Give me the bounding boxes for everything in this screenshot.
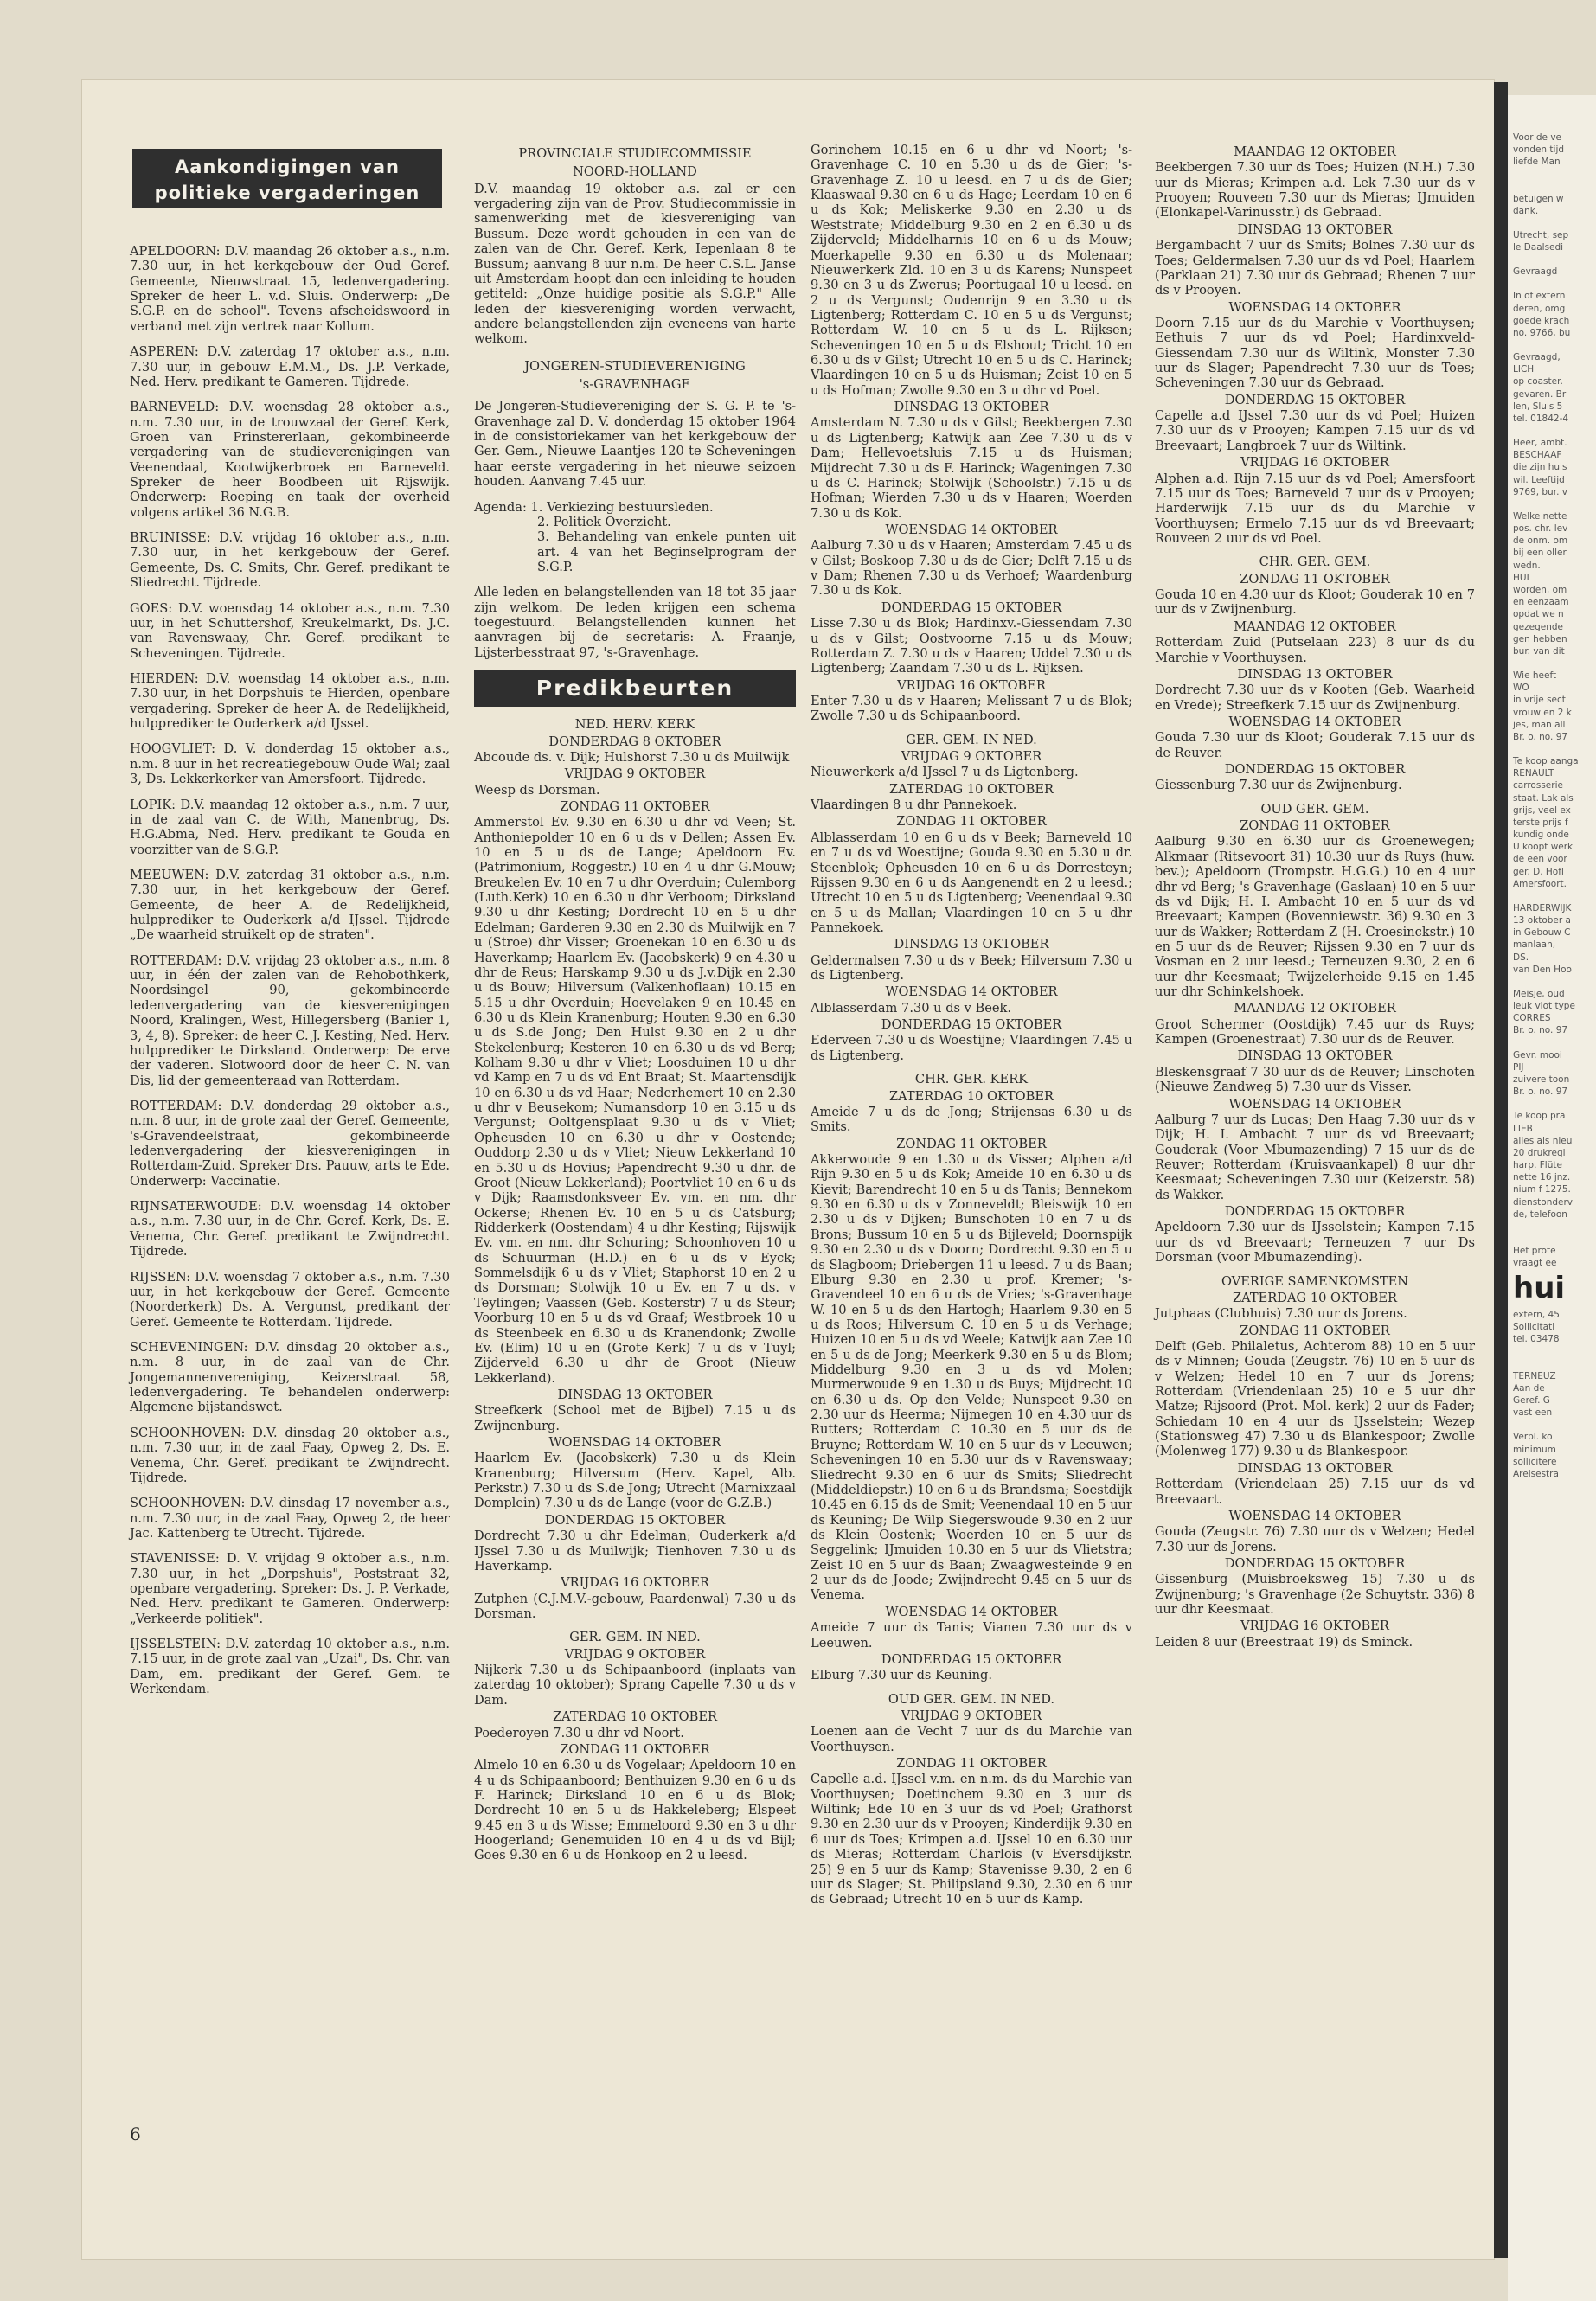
strip-line: 9769, bur. v — [1513, 486, 1567, 497]
strip-line: tel. 01842-4 — [1513, 413, 1569, 424]
service-listing: Capelle a.d. IJssel v.m. en n.m. ds du Marchie van Voorthuysen; Doetinchem 9.30 en 3 uur ds Wiltink; Ede 10 en 3 uur ds vd Poel; Grafhorst 9.30 en 2.30 uur ds v Prooyen; Kinderdijk 9.30 en 6 uur ds Toes; Krimpen a.d. IJssel 10 en 6.30 uur ds Mieras; Rotterdam Charlois (v Eversdijkstr. 25) 9 en 5 uur ds Kamp; Stavenisse 9.30, 2 en 6 uur ds Slager; St. Philipsland 9.30, 2.30 en 6 uur ds Gebraad; Utrecht 10 en 5 uur ds Kamp. — [811, 1772, 1132, 1907]
strip-line: Heer, ambt. — [1513, 438, 1567, 449]
day-heading: DONDERDAG 15 OKTOBER — [1224, 1204, 1406, 1220]
strip-line: gezegende — [1513, 621, 1564, 632]
day-heading: DONDERDAG 15 OKTOBER — [544, 1512, 726, 1528]
service-listing: Bergambacht 7 uur ds Smits; Bolnes 7.30 uur ds Toes; Geldermalsen 7.30 uur ds vd Poel; Haarlem (Parklaan 21) 7.30 uur ds Gebraad; Rhenen 7 uur ds v Prooyen. — [1155, 238, 1475, 298]
politiek-item: RIJNSATERWOUDE: D.V. woensdag 14 oktober a.s., n.m. 7.30 uur, in de Chr. Geref. Kerk, Ds. E. Venema, Chr. Geref. predikant te Zwijndrecht. Tijdrede. — [130, 1199, 450, 1259]
day-heading: WOENSDAG 14 OKTOBER — [1228, 299, 1401, 315]
service-listing: Streefkerk (School met de Bijbel) 7.15 u ds Zwijnenburg. — [474, 1403, 796, 1433]
politiek-item: ASPEREN: D.V. zaterdag 17 oktober a.s., n.m. 7.30 uur, in gebouw E.M.M., Ds. J.P. Verkade, Ned. Herv. predikant te Gameren. Tijdrede. — [130, 344, 450, 389]
strip-gap — [1513, 1221, 1596, 1233]
service-listing: Gissenburg (Muisbroeksweg 15) 7.30 u ds Zwijnenburg; 's Gravenhage (2e Schuytstr. 336) 8 uur dhr Keesmaat. — [1155, 1572, 1475, 1618]
strip-gap — [1513, 253, 1596, 266]
strip-line: pos. chr. lev — [1513, 523, 1568, 535]
strip-line: manlaan, — [1513, 939, 1556, 951]
strip-line: LICH — [1513, 364, 1535, 375]
strip-line: Te koop pra — [1513, 1111, 1566, 1122]
day-heading: DONDERDAG 15 OKTOBER — [1224, 392, 1406, 407]
strip-line: 13 oktober a — [1513, 915, 1571, 926]
strip-line: nette 16 jnz. — [1513, 1172, 1571, 1183]
strip-line: Te koop aanga — [1513, 756, 1579, 767]
service-listing: Rotterdam (Vriendelaan 25) 7.15 uur ds vd Breevaart. — [1155, 1477, 1475, 1507]
strip-line: deren, omg — [1513, 303, 1566, 314]
day-heading: DINSDAG 13 OKTOBER — [1237, 221, 1393, 237]
strip-line: 20 drukregi — [1513, 1147, 1566, 1158]
day-heading: WOENSDAG 14 OKTOBER — [1228, 1096, 1401, 1112]
service-listing: Enter 7.30 u ds v Haaren; Melissant 7 u ds Blok; Zwolle 7.30 u ds Schipaanboord. — [811, 693, 1132, 724]
day-heading: VRIJDAG 9 OKTOBER — [901, 1708, 1042, 1723]
strip-line: opdat we n — [1513, 609, 1564, 620]
strip-gap — [1513, 976, 1596, 988]
adjacent-page-strip — [1508, 95, 1596, 2301]
strip-gap — [1513, 1233, 1596, 1245]
service-listing: Jutphaas (Clubhuis) 7.30 uur ds Jorens. — [1155, 1306, 1407, 1322]
strip-line: de, telefoon — [1513, 1208, 1567, 1220]
day-heading: VRIJDAG 16 OKTOBER — [1240, 1618, 1389, 1634]
strip-line: die zijn huis — [1513, 462, 1567, 473]
day-heading: ZATERDAG 10 OKTOBER — [1233, 1290, 1397, 1305]
service-listing: Alblasserdam 10 en 6 u ds v Beek; Barneveld 10 en 7 u ds vd Woestijne; Gouda 9.30 en 5.30 u dr. Steenblok; Opheusden 10 en 6 u ds Dorresteyn; Rijssen 9.30 en 6 u ds Aangenendt en 2 u leesd.; Utrecht 10 en 5 u ds Ligtenberg; Veenendaal 9.30 en 5 u ds Mallan; Vlaardingen 10 en 5 u dhr Pannekoek. — [811, 830, 1132, 935]
service-listing: Leiden 8 uur (Breestraat 19) ds Sminck. — [1155, 1634, 1413, 1650]
service-listing: Dordrecht 7.30 u dhr Edelman; Ouderkerk a/d IJssel 7.30 u ds Muilwijk; Tienhoven 7.30 u ds Haverkamp. — [474, 1529, 796, 1574]
politiek-list — [130, 244, 450, 1697]
strip-gap — [1513, 890, 1596, 902]
day-heading: ZONDAG 11 OKTOBER — [560, 1741, 710, 1757]
day-heading: ZONDAG 11 OKTOBER — [1240, 571, 1390, 586]
service-listing: Dordrecht 7.30 uur ds v Kooten (Geb. Waarheid en Vrede); Streefkerk 7.15 uur ds Zwijnenburg. — [1155, 683, 1475, 713]
service-listing: Nijkerk 7.30 u ds Schipaanboord (inplaats van zaterdag 10 oktober); Sprang Capelle 7.30 u ds v Dam. — [474, 1663, 796, 1708]
strip-line: hui — [1513, 1271, 1566, 1306]
strip-line: LIEB — [1513, 1123, 1533, 1134]
politiek-item: RIJSSEN: D.V. woensdag 7 oktober a.s., n.m. 7.30 uur, in het kerkgebouw der Geref. Gemeente (Noorderkerk) Ds. A. Vergunst, predikant der Geref. Gemeente te Rotterdam. Tijdrede. — [130, 1269, 450, 1330]
studie-text: D.V. maandag 19 oktober a.s. zal er een vergadering zijn van de Prov. Studiecommissie in samenwerking met de kiesvereniging van Bussum. Deze wordt gehouden in een van de zalen van de Chr. Geref. Kerk, Iepenlaan 8 te Bussum; aanvang 8 uur n.m. De heer C.S.L. Janse uit Amsterdam hoopt dan een inleiding te houden getiteld: „Onze huidige positie als S.G.P." Alle leden der kiesvereniging worden verwacht, andere belangstellenden zijn eveneens van harte welkom. — [474, 181, 796, 347]
service-listing: Ameide 7 uur ds Tanis; Vianen 7.30 uur ds v Leeuwen. — [811, 1620, 1132, 1650]
service-listing: Aalburg 7 uur ds Lucas; Den Haag 7.30 uur ds v Dijk; H. I. Ambacht 7 uur ds vd Breevaart; Gouderak (Voor Mbumazending) 7 15 uur ds de Reuver; Rotterdam (Kruisvaankapel) 8 uur dhr Keesmaat; Scheveningen 7.30 uur (Keizerstr. 58) ds Wakker. — [1155, 1112, 1475, 1202]
service-listing: Gouda 7.30 uur ds Kloot; Gouderak 7.15 uur ds de Reuver. — [1155, 730, 1475, 760]
day-heading: MAANDAG 12 OKTOBER — [1234, 144, 1396, 159]
strip-line: van Den Hoo — [1513, 964, 1572, 975]
predikbeurten-list-col4 — [1155, 143, 1475, 1651]
strip-line: betuigen w — [1513, 193, 1564, 204]
service-listing: Lisse 7.30 u ds Blok; Hardinxv.-Giessendam 7.30 u ds v Gilst; Oostvoorne 7.15 u ds Mouw; Rotterdam Z. 7.30 u ds v Haaren; Uddel 7.30 u ds Ligtenberg; Zaandam 7.30 u ds L. Rijksen. — [811, 616, 1132, 676]
day-heading: DINSDAG 13 OKTOBER — [894, 400, 1049, 415]
strip-gap — [1513, 1098, 1596, 1110]
strip-line: Amersfoort. — [1513, 878, 1567, 889]
banner-line-1: Aankondigingen van — [175, 157, 400, 177]
strip-line: vrouw en 2 k — [1513, 707, 1572, 718]
day-heading: ZONDAG 11 OKTOBER — [896, 1756, 1047, 1772]
service-listing: Aalburg 7.30 u ds v Haaren; Amsterdam 7.45 u ds v Gilst; Boskoop 7.30 u ds de Gier; Delft 7.15 u ds v Dam; Rhenen 7.30 u ds Verhoef; Waardenburg 7.30 u ds Kok. — [811, 538, 1132, 599]
day-heading: ZONDAG 11 OKTOBER — [560, 798, 710, 814]
strip-gap — [1513, 1358, 1596, 1370]
service-listing: Capelle a.d IJssel 7.30 uur ds vd Poel; Huizen 7.30 uur ds v Prooyen; Kampen 7.15 uur ds vd Breevaart; Langbroek 7 uur ds Wiltink. — [1155, 408, 1475, 453]
service-listing: Delft (Geb. Philaletus, Achterom 88) 10 en 5 uur ds v Minnen; Gouda (Zeugstr. 76) 10 en 5 uur ds v Welzen; Hedel 10 en 7 uur ds Jorens; Rotterdam (Vriendenlaan 25) 10 e 5 uur dhr Matze; Rijsoord (Prot. Mol. kerk) 2 uur ds Fader; Schiedam 10 en 4 uur ds IJsselstein; Wezep (Stationsweg 47) 7.30 u ds Blankespoor; Zwolle (Molenweg 177) 9.30 u ds Blankespoor. — [1155, 1338, 1475, 1459]
strip-line: zuivere toon — [1513, 1074, 1570, 1085]
day-heading: MAANDAG 12 OKTOBER — [1234, 1001, 1396, 1016]
day-heading: WOENSDAG 14 OKTOBER — [885, 1604, 1058, 1619]
day-heading: VRIJDAG 9 OKTOBER — [564, 1646, 706, 1662]
strip-line: RENAULT — [1513, 768, 1554, 779]
agenda-item-2: 2. Politiek Overzicht. — [537, 514, 671, 529]
strip-line: TERNEUZ — [1513, 1370, 1556, 1381]
service-listing: Ameide 7 u ds de Jong; Strijensas 6.30 u ds Smits. — [811, 1104, 1132, 1135]
jongeren-closing: Alle leden en belangstellenden van 18 tot 35 jaar zijn welkom. De leden krijgen een schema toegestuurd. Belangstellenden kunnen het aanvragen bij de secretaris: A. Fraanje, Lijsterbesstraat 97, 's-Gravenhage. — [474, 585, 796, 660]
service-listing: Loenen aan de Vecht 7 uur ds du Marchie van Voorthuysen. — [811, 1724, 1132, 1754]
church-heading: OUD GER. GEM. — [1260, 801, 1369, 817]
day-heading: ZATERDAG 10 OKTOBER — [889, 781, 1054, 797]
strip-gap — [1513, 217, 1596, 229]
strip-line: Utrecht, sep — [1513, 229, 1569, 240]
strip-line: gen hebben — [1513, 633, 1567, 644]
jongeren-heading-1: JONGEREN-STUDIEVERENIGING — [524, 358, 746, 374]
politiek-item: SCHOONHOVEN: D.V. dinsdag 20 oktober a.s., n.m. 7.30 uur, in de zaal Faay, Opweg 2, Ds. E. Venema, Chr. Geref. predikant te Zwijndrecht. Tijdrede. — [130, 1425, 450, 1485]
strip-line: Sollicitati — [1513, 1322, 1555, 1333]
day-heading: VRIJDAG 16 OKTOBER — [561, 1575, 709, 1591]
strip-line: bur. van dit — [1513, 645, 1565, 657]
service-listing: Ammerstol Ev. 9.30 en 6.30 u dhr vd Veen; St. Anthoniepolder 10 en 6 u ds v Dellen; Assen Ev. 10 en 5 u ds de Lange; Apeldoorn Ev. (Patrimonium, Roggestr.) 10 en 4 u dhr G.Mouw; Breukelen Ev. 10 en 7 u dhr Overduin; Culemborg (Luth.Kerk) 10 en 6.30 u dhr Verboom; Dirksland 9.30 u dhr Kesting; Dordrecht 10 en 5 u dhr Edelman; Garderen 9.30 en 2.30 ds Muilwijk en 7 u (Stroe) dhr Visser; Groenekan 10 en 6.30 u ds Haverkamp; Haarlem Ev. (Jacobskerk) 9 en 4.30 u dhr de Reus; Harskamp 9.30 u ds J.v.Dijk en 2.30 u ds Bouw; Hilversum (Valkenhoflaan) 10.15 en 5.15 u dhr Overduin; Hoevelaken 9 en 10.45 en 6.30 u ds Klein Kranenburg; Houten 9.30 en 6.30 u ds S.de Jong; Den Hulst 9.30 en 2 u dhr Stekelenburg; Kesteren 10 en 6.30 u ds vd Berg; Kolham 9.30 u dhr v Vliet; Loosduinen 10 u dhr vd Kamp en 7 u ds vd Ent Braat; St. Maartensdijk 10 en 6.30 u ds vd Haar; Nederhemert 10 en 2.30 u dhr v Beusekom; Numansdorp 10 en 3.15 u ds Vergunst; Ooltgensplaat 9.30 u ds v Vliet; Opheusden 10 en 6.30 u dhr v Oostende; Ouddorp 2.30 u ds v Vliet; Nieuw Lekkerland 10 en 5.30 u ds Hovius; Papendrecht 9.30 u dhr. de Groot (Nieuw Lekkerland); Poortvliet 10 en 6 u ds v Dijk; Raamsdonksveer Ev. vm. en nm. dhr Ockerse; Rhenen Ev. 10 en 5 u ds Catsburg; Ridderkerk (Oostendam) 4 u dhr Kesting; Rijswijk Ev. vm. en nm. dhr Schuring; Schoonhoven 10 u ds Schuurman (H.D.) en 6 u ds v Eyck; Sommelsdijk 6 u ds v Vliet; Staphorst 10 en 2 u ds Dorsman; Stolwijk 10 u Ev. en 7 u ds. v Teylingen; Vaassen (Geb. Kosterstr) 7 u ds Steur; Voorburg 10 en 5 u ds vd Graaf; Westbroek 10 u ds Steenbeek en 6.30 u ds Kranendonk; Zwolle Ev. (Elim) 10 u en (Grote Kerk) 7 u ds v Tuyl; Zijderveld 6.30 u dhr de Groot (Nieuw Lekkerland). — [474, 815, 796, 1386]
strip-line: Meisje, oud — [1513, 988, 1565, 999]
strip-line: wil. Leeftijd — [1513, 474, 1565, 485]
strip-line: de een voor — [1513, 854, 1567, 865]
strip-gap — [1513, 1037, 1596, 1049]
strip-line: Gevr. mooi — [1513, 1049, 1562, 1061]
service-listing: Beekbergen 7.30 uur ds Toes; Huizen (N.H.) 7.30 uur ds Mieras; Krimpen a.d. Lek 7.30 uur ds v Prooyen; Rouveen 7.30 uur ds Mieras; IJmuiden (Elonkapel-Varinusstr.) ds Gebraad. — [1155, 160, 1475, 221]
service-listing: Gouda 10 en 4.30 uur ds Kloot; Gouderak 10 en 7 uur ds v Zwijnenburg. — [1155, 587, 1475, 618]
strip-line: in vrije sect — [1513, 695, 1566, 706]
agenda-label: Agenda: 1. Verkiezing bestuursleden. — [474, 499, 714, 515]
day-heading: DONDERDAG 8 OKTOBER — [548, 734, 721, 749]
service-listing: Haarlem Ev. (Jacobskerk) 7.30 u ds Klein Kranenburg; Hilversum (Herv. Kapel, Alb. Perkstr.) 7.30 u ds S.de Jong; Utrecht (Marnixzaal Domplein) 7.30 u ds de Lange (voor de G.Z.B.) — [474, 1451, 796, 1511]
day-heading: DINSDAG 13 OKTOBER — [1237, 1460, 1393, 1476]
strip-line: WO — [1513, 683, 1529, 694]
politiek-item: SCHOONHOVEN: D.V. dinsdag 17 november a.s., n.m. 7.30 uur, in de zaal Faay, Opweg 2, de heer Jac. Kattenberg te Utrecht. Tijdrede. — [130, 1496, 450, 1541]
politiek-item: MEEUWEN: D.V. zaterdag 31 oktober a.s., n.m. 7.30 uur, in het kerkgebouw der Geref. Gemeente, de heer A. de Redelijkheid, hulpprediker te Ouderkerk a/d IJssel. Tijdrede „De waarheid struikelt op de straten". — [130, 867, 450, 943]
service-listing: Ederveen 7.30 u ds Woestijne; Vlaardingen 7.45 u ds Ligtenberg. — [811, 1033, 1132, 1063]
strip-line: extern, 45 — [1513, 1310, 1560, 1321]
politiek-item: BRUINISSE: D.V. vrijdag 16 oktober a.s., n.m. 7.30 uur, in het kerkgebouw der Geref. Gemeente, Ds. C. Smits, Chr. Geref. predikant te Sliedrecht. Tijdrede. — [130, 530, 450, 591]
service-listing: Akkerwoude 9 en 1.30 u ds Visser; Alphen a/d Rijn 9.30 en 5 u ds Kok; Ameide 10 en 6.30 u ds Kievit; Barendrecht 10 en 5 u ds Tanis; Bennekom 9.30 en 6.30 u ds v Zonneveldt; Bleiswijk 10 en 2.30 u ds v Dijken; Bunschoten 10 en 7 u ds Brons; Bussum 10 en 5 u ds Bijleveld; Doornspijk 9.30 en 2.30 u ds v Doorn; Dordrecht 9.30 en 5 u ds Slagboom; Driebergen 11 u leesd. 7 u ds Baan; Elburg 9.30 en 2.30 u prof. Kremer; 's-Gravendeel 10 en 6 u ds de Vries; 's-Gravenhage W. 10 en 5 u ds den Hartogh; Haarlem 9.30 en 5 u ds Roos; Hilversum C. 10 en 5 u ds Verhage; Huizen 10 en 5 u ds vd Weele; Katwijk aan Zee 10 en 5 u ds de Jong; Meerkerk 9.30 en 5 u ds Blom; Middelburg 9.30 en 3 u ds vd Molen; Murmerwoude 9 en 1.30 u ds Buys; Mijdrecht 10 en 6.30 u ds. Op den Velde; Nunspeet 9.30 en 2.30 uur ds Heerma; Nijmegen 10 en 4.30 uur ds Rutters; Rotterdam C 10.30 en 5 uur ds de Bruyne; Rotterdam W. 10 en 5 uur ds v Leeuwen; Scheveningen 10 en 5.30 uur ds v Ravenswaay; Sliedrecht 9.30 en 6 uur ds Smits; Sliedrecht (Middeldiepstr.) 10 en 6 u ds Brandsma; Soestdijk 10.45 en 6.15 ds de Smit; Veenendaal 10 en 5 uur ds Keuning; De Wilp Siegerswoude 9.30 en 2 uur ds Klein Oostenk; Woerden 10 en 5 uur ds Seggelink; IJmuiden 10.30 en 5 uur ds Vlietstra; Zeist 10 en 5 uur ds Baan; Zwaagwesteinde 9 en 2 uur ds de Joode; Zwijndrecht 9.45 en 5 uur ds Venema. — [811, 1152, 1132, 1603]
strip-line: Aan de — [1513, 1382, 1545, 1394]
service-listing: Rotterdam Zuid (Putselaan 223) 8 uur ds du Marchie v Voorthuysen. — [1155, 635, 1475, 665]
service-listing: Vlaardingen 8 u dhr Pannekoek. — [811, 798, 1017, 813]
strip-line: PIJ — [1513, 1061, 1524, 1073]
strip-line: sollicitere — [1513, 1456, 1557, 1467]
strip-gap — [1513, 278, 1596, 290]
strip-line: HUI — [1513, 572, 1529, 583]
strip-line: no. 9766, bu — [1513, 327, 1571, 338]
agenda-item-3: 3. Behandeling van enkele punten uit art. 4 van het Beginselprogram der S.G.P. — [537, 529, 796, 574]
strip-line: carrosserie — [1513, 780, 1563, 792]
church-heading: CHR. GER. GEM. — [1259, 554, 1371, 570]
strip-line: en eenzaam — [1513, 597, 1569, 608]
strip-line: minimum — [1513, 1444, 1556, 1455]
politiek-item: STAVENISSE: D. V. vrijdag 9 oktober a.s., n.m. 7.30 uur, in het „Dorpshuis", Poststraat 32, openbare vergadering. Spreker: Ds. J. P. Verkade, Ned. Herv. predikant te Gameren. Onderwerp: „Verkeerde politiek". — [130, 1551, 450, 1626]
church-heading: GER. GEM. IN NED. — [906, 732, 1037, 747]
strip-line: harp. Flüte — [1513, 1160, 1562, 1171]
service-listing: Groot Schermer (Oostdijk) 7.45 uur ds Ruys; Kampen (Groenestraat) 7.30 uur ds de Reuver. — [1155, 1016, 1475, 1048]
service-listing: Amsterdam N. 7.30 u ds v Gilst; Beekbergen 7.30 u ds Ligtenberg; Katwijk aan Zee 7.30 u ds v Dam; Hellevoetsluis 7.15 u ds Huisman; Mijdrecht 7.30 u ds F. Harinck; Wageningen 7.30 u ds C. Harinck; Stolwijk (Schoolstr.) 7.15 u ds Hofman; Wierden 7.30 u ds v Haaren; Woerden 7.30 u ds Kok. — [811, 415, 1132, 521]
service-listing: Aalburg 9.30 en 6.30 uur ds Groenewegen; Alkmaar (Ritsevoort 31) 10.30 uur ds Ruys (huw. bev.); Apeldoorn (Trompstr. H.G.G.) 10 en 4 uur dhr vd Berg; 's Gravenhage (Gaslaan) 10 en 5 uur ds vd Dijk; H. I. Ambacht 10 en 5 uur ds vd Breevaart; Kampen (Bovenniewstr. 36) 9.30 en 3 uur ds Wakker; Rotterdam Z (H. Croesinckstr.) 10 en 5 uur ds de Reuver; Rijssen 9.30 en 7 uur ds Vosman en 2 uur leesd.; Terneuzen 9.30, 2 en 6 uur dhr Keesmaat; Twijzelerheide 9.15 en 1.45 uur dhr Schinkelshoek. — [1155, 834, 1475, 1000]
day-heading: ZONDAG 11 OKTOBER — [896, 1136, 1047, 1151]
day-heading: WOENSDAG 14 OKTOBER — [1228, 1508, 1401, 1523]
strip-gap — [1513, 181, 1596, 193]
politiek-item: BARNEVELD: D.V. woensdag 28 oktober a.s., n.m. 7.30 uur, in de trouwzaal der Geref. Kerk, Groen van Prinstererlaan, gekombineerde vergadering van de studieverenigingen van Veenendaal, Kootwijkerbroek en Barneveld. Spreker de heer Boodbeen uit Rijswijk. Onderwerp: Roeping en taak der overheid volgens artikel 36 N.G.B. — [130, 400, 450, 520]
strip-gap — [1513, 425, 1596, 437]
strip-line: bij een oller — [1513, 548, 1567, 559]
strip-line: dienstonderv — [1513, 1196, 1574, 1208]
service-listing: Apeldoorn 7.30 uur ds IJsselstein; Kampen 7.15 uur ds vd Breevaart; Terneuzen 7 uur Ds Dorsman (voor Mbumazending). — [1155, 1220, 1475, 1266]
strip-gap — [1513, 1419, 1596, 1431]
strip-line: Geref. G — [1513, 1394, 1550, 1406]
service-listing: Alblasserdam 7.30 u ds v Beek. — [811, 1000, 1012, 1016]
church-heading: NED. HERV. KERK — [574, 717, 695, 733]
strip-gap — [1513, 1346, 1596, 1358]
strip-line: Wie heeft — [1513, 670, 1557, 682]
day-heading: DONDERDAG 15 OKTOBER — [881, 1017, 1062, 1033]
service-listing: Weesp ds Dorsman. — [474, 782, 600, 798]
politiek-item: IJSSELSTEIN: D.V. zaterdag 10 oktober a.s., n.m. 7.15 uur, in de grote zaal van „Uzai", Ds. Chr. van Dam, em. predikant der Geref. Gem. te Werkendam. — [130, 1637, 450, 1697]
strip-line: Welke nette — [1513, 510, 1567, 522]
strip-line: Voor de ve — [1513, 132, 1562, 143]
day-heading: DONDERDAG 15 OKTOBER — [881, 599, 1062, 615]
strip-gap — [1513, 743, 1596, 755]
column-2 — [474, 143, 796, 1865]
service-listing: Elburg 7.30 uur ds Keuning. — [811, 1668, 993, 1683]
day-heading: DINSDAG 13 OKTOBER — [557, 1387, 713, 1402]
strip-line: staat. Lak als — [1513, 792, 1574, 804]
strip-line: tel. 03478 — [1513, 1334, 1560, 1345]
service-listing: Zutphen (C.J.M.V.-gebouw, Paardenwal) 7.30 u ds Dorsman. — [474, 1591, 796, 1621]
politiek-item: GOES: D.V. woensdag 14 oktober a.s., n.m. 7.30 uur, in het Schuttershof, Kreukelmarkt, Ds. J.C. van Ravenswaay, Chr. Geref. predikant te Scheveningen. Tijdrede. — [130, 600, 450, 661]
strip-gap — [1513, 657, 1596, 670]
strip-line: vonden tijd — [1513, 144, 1565, 156]
strip-line: alles als nieu — [1513, 1135, 1573, 1146]
page-number: 6 — [130, 2124, 141, 2144]
strip-line: goede krach — [1513, 315, 1570, 326]
service-listing: Geldermalsen 7.30 u ds v Beek; Hilversum 7.30 u ds Ligtenberg. — [811, 952, 1132, 984]
day-heading: VRIJDAG 9 OKTOBER — [901, 749, 1042, 765]
day-heading: DONDERDAG 15 OKTOBER — [1224, 762, 1406, 778]
strip-line: liefde Man — [1513, 157, 1561, 168]
day-heading: ZONDAG 11 OKTOBER — [1240, 818, 1390, 834]
strip-gap — [1513, 95, 1596, 107]
politiek-item: APELDOORN: D.V. maandag 26 oktober a.s., n.m. 7.30 uur, in het kerkgebouw der Oud Geref. Gemeente, Nieuwstraat 15, ledenvergadering. Spreker de heer L. v.d. Sluis. Onderwerp: „De S.G.P. en de school". Tevens afscheidswoord in verband met zijn vertrek naar Kollum. — [130, 244, 450, 334]
day-heading: WOENSDAG 14 OKTOBER — [548, 1435, 721, 1451]
strip-line: kundig onde — [1513, 830, 1569, 841]
service-listing: Giessenburg 7.30 uur ds Zwijnenburg. — [1155, 778, 1402, 793]
day-heading: WOENSDAG 14 OKTOBER — [885, 522, 1058, 537]
strip-line: vast een — [1513, 1407, 1553, 1419]
strip-line: Het prote — [1513, 1245, 1556, 1256]
service-listing: Gouda (Zeugstr. 76) 7.30 uur ds v Welzen; Hedel 7.30 uur ds Jorens. — [1155, 1524, 1475, 1554]
service-listing: Doorn 7.15 uur ds du Marchie v Voorthuysen; Eethuis 7 uur ds vd Poel; Hardinxveld-Giessendam 7.30 uur ds Wiltink, Monster 7.30 uur ds Slager; Papendrecht 7.30 uur ds Toes; Scheveningen 7.30 uur ds Gebraad. — [1155, 315, 1475, 391]
banner-line-2: politieke vergaderingen — [154, 183, 420, 203]
church-heading: GER. GEM. IN NED. — [569, 1630, 701, 1645]
day-heading: VRIJDAG 9 OKTOBER — [564, 766, 706, 782]
day-heading: MAANDAG 12 OKTOBER — [1234, 619, 1396, 634]
strip-line: Gevraagd, — [1513, 352, 1561, 363]
politiek-item: ROTTERDAM: D.V. donderdag 29 oktober a.s., n.m. 8 uur, in de grote zaal der Geref. Gemeente, 's-Gravendeelstraat, gekombineerde ledenvergadering der kiesverenigingen in Rotterdam-Zuid. Spreker Drs. Pauuw, arts te Ede. Onderwerp: Vaccinatie. — [130, 1098, 450, 1189]
strip-line: HARDERWIJK — [1513, 902, 1572, 913]
day-heading: WOENSDAG 14 OKTOBER — [885, 984, 1058, 1000]
predikbeurten-list-col3 — [811, 143, 1132, 1909]
day-heading: DONDERDAG 15 OKTOBER — [881, 1651, 1062, 1667]
strip-line: op coaster. — [1513, 376, 1563, 388]
strip-line: In of extern — [1513, 291, 1566, 302]
day-heading: DINSDAG 13 OKTOBER — [894, 937, 1049, 952]
strip-line: CORRES — [1513, 1013, 1551, 1024]
strip-line: Br. o. no. 97 — [1513, 731, 1568, 742]
binding-edge — [1494, 82, 1508, 2258]
politiek-item: ROTTERDAM: D.V. vrijdag 23 oktober a.s., n.m. 8 uur, in één der zalen van de Rehobothkerk, Noordsingel 90, gekombineerde ledenvergadering van de kiesverenigingen Noord, Kralingen, West, Hillegersberg (Banier 1, 3, 4, 8). Spreker: de heer C. J. Kesting, Ned. Herv. hulpprediker te Dirksland. Onderwerp: De erve der vaderen. Slotwoord door de heer C. N. van Dis, lid der gemeenteraad van Rotterdam. — [130, 952, 450, 1088]
service-listing: Almelo 10 en 6.30 u ds Vogelaar; Apeldoorn 10 en 4 u ds Schipaanboord; Benthuizen 9.30 en 6 u ds F. Harinck; Dirksland 10 en 6 u ds Blok; Dordrecht 10 en 5 u ds Hakkeleberg; Elspeet 9.45 en 3 u ds Wisse; Emmeloord 9.30 en 3 u dhr Hoogerland; Genemuiden 10 en 4 u ds vd Bijl; Goes 9.30 en 6 u ds Honkoop en 2 u leesd. — [474, 1758, 796, 1863]
politiek-item: SCHEVENINGEN: D.V. dinsdag 20 oktober a.s., n.m. 8 uur, in de zaal van de Chr. Jongemannenvereniging, Keizerstraat 58, ledenvergadering. Te behandelen onderwerp: Algemene bijstandswet. — [130, 1340, 450, 1415]
service-listing: Gorinchem 10.15 en 6 u dhr vd Noort; 's-Gravenhage C. 10 en 5.30 u ds de Gier; 's-Gravenhage Z. 10 u leesd. en 7 u ds de Gier; Klaaswaal 9.30 en 6 u ds Hage; Leerdam 10 en 6 u ds Kok; Meliskerke 9.30 en 2.30 u ds Weststrate; Middelburg 9.30 en 2 en 6.30 u ds Zijderveld; Middelharnis 10 en 6 u ds Mouw; Moerkapelle 9.30 en 6.30 u ds Molenaar; Nieuwerkerk Zld. 10 en 3 u ds Karens; Nunspeet 9.30 en 3 u ds Zwerus; Poortugaal 10 u leesd. en 2 u ds Vergunst; Oudenrijn 9 en 3.30 u ds Ligtenberg; Rotterdam C. 10 en 5 u ds Vergunst; Rotterdam W. 10 en 5 u ds L. Rijksen; Scheveningen 10 en 5 u ds Elshout; Tricht 10 en 6.30 u ds v Gilst; Utrecht 10 en 5 u ds C. Harinck; Vlaardingen 10 en 5 u ds Huisman; Zeist 10 en 5 u ds Hofman; Zwolle 9.30 en 3 u dhr vd Poel. — [811, 143, 1132, 398]
day-heading: ZONDAG 11 OKTOBER — [896, 814, 1047, 830]
church-heading: CHR. GER. KERK — [914, 1072, 1029, 1087]
day-heading: DINSDAG 13 OKTOBER — [1237, 666, 1393, 682]
strip-line: wedn. — [1513, 560, 1541, 571]
politiek-item: HIERDEN: D.V. woensdag 14 oktober a.s., n.m. 7.30 uur, in het Dorpshuis te Hierden, openbare vergadering. Spreker de heer A. de Redelijkheid, hulpprediker te Ouderkerk a/d IJssel. — [130, 670, 450, 732]
strip-line: le Daalsedi — [1513, 242, 1564, 253]
day-heading: VRIJDAG 16 OKTOBER — [897, 677, 1046, 693]
service-listing: Poederoyen 7.30 u dhr vd Noort. — [474, 1725, 684, 1740]
day-heading: DINSDAG 13 OKTOBER — [1237, 1048, 1393, 1064]
strip-line: BESCHAAF — [1513, 450, 1562, 461]
strip-line: worden, om — [1513, 584, 1567, 595]
strip-line: DS. — [1513, 952, 1529, 963]
strip-line: Br. o. no. 97 — [1513, 1086, 1568, 1098]
service-listing: Bleskensgraaf 7 30 uur ds de Reuver; Linschoten (Nieuwe Zandweg 5) 7.30 uur ds Visser. — [1155, 1064, 1475, 1095]
church-heading: OVERIGE SAMENKOMSTEN — [1221, 1273, 1409, 1289]
strip-line: nium f 1275. — [1513, 1184, 1571, 1195]
strip-line: gevaren. Br — [1513, 388, 1567, 400]
strip-gap — [1513, 169, 1596, 181]
day-heading: VRIJDAG 16 OKTOBER — [1240, 455, 1389, 471]
church-heading: OUD GER. GEM. IN NED. — [888, 1691, 1055, 1707]
politiek-item: LOPIK: D.V. maandag 12 oktober a.s., n.m. 7 uur, in de zaal van C. de With, Manenbrug, Ds. H.G.Abma, Ned. Herv. predikant te Gouda en voorzitter van de S.G.P. — [130, 797, 450, 857]
strip-line: de onm. om — [1513, 535, 1568, 547]
predikbeurten-list-col2 — [474, 717, 796, 1863]
day-heading: ZATERDAG 10 OKTOBER — [553, 1709, 717, 1725]
strip-line: in Gebouw C — [1513, 927, 1571, 939]
strip-line: Br. o. no. 97 — [1513, 1025, 1568, 1036]
service-listing: Alphen a.d. Rijn 7.15 uur ds vd Poel; Amersfoort 7.15 uur ds Toes; Barneveld 7 uur ds v Prooyen; Harderwijk 7.15 uur ds du Marchie v Voorthuysen; Ermelo 7.15 uur ds vd Breevaart; Rouveen 2 uur ds vd Poel. — [1155, 471, 1475, 546]
strip-line: terste prijs f — [1513, 817, 1568, 828]
strip-gap — [1513, 339, 1596, 351]
jongeren-heading-2: 's-GRAVENHAGE — [579, 377, 691, 393]
strip-line: dank. — [1513, 205, 1539, 216]
banner-predikbeurten: Predikbeurten — [474, 670, 796, 707]
column-politiek — [130, 149, 450, 1708]
service-listing: Nieuwerkerk a/d IJssel 7 u ds Ligtenberg. — [811, 765, 1079, 780]
strip-line: Verpl. ko — [1513, 1432, 1553, 1443]
day-heading: DONDERDAG 15 OKTOBER — [1224, 1555, 1406, 1571]
strip-line: leuk vlot type — [1513, 1001, 1575, 1012]
strip-gap — [1513, 498, 1596, 510]
day-heading: ZATERDAG 10 OKTOBER — [889, 1088, 1054, 1104]
day-heading: ZONDAG 11 OKTOBER — [1240, 1323, 1390, 1338]
strip-gap — [1513, 107, 1596, 119]
politiek-item: HOOGVLIET: D. V. donderdag 15 oktober a.s., n.m. 8 uur in het recreatiegebouw Oude Wal; zaal 3, Ds. Lekkerkerker van Amersfoort. Tijdrede. — [130, 741, 450, 787]
jongeren-text: De Jongeren-Studievereniging der S. G. P. te 's-Gravenhage zal D. V. donderdag 15 oktober 1964 in de consistoriekamer van het kerkgebouw der Ger. Gem., Nieuwe Laantjes 120 te Scheveningen haar eerste vergadering in het nieuwe seizoen houden. Aanvang 7.45 uur. — [474, 399, 796, 490]
studie-heading-2: NOORD-HOLLAND — [573, 164, 697, 180]
studie-heading-1: PROVINCIALE STUDIECOMMISSIE — [518, 146, 752, 161]
strip-line: Gevraagd — [1513, 266, 1558, 278]
strip-line: grijs, veel ex — [1513, 804, 1571, 816]
strip-gap — [1513, 119, 1596, 131]
strip-line: ger. D. Hofl — [1513, 866, 1564, 877]
strip-line: vraagt ee — [1513, 1258, 1557, 1269]
strip-line: len, Sluis 5 — [1513, 401, 1563, 412]
strip-line: U koopt werk — [1513, 842, 1574, 853]
service-listing: Abcoude ds. v. Dijk; Hulshorst 7.30 u ds Muilwijk — [474, 749, 790, 765]
strip-line: Arelsestra — [1513, 1468, 1559, 1479]
strip-line: jes, man all — [1513, 719, 1566, 730]
day-heading: WOENSDAG 14 OKTOBER — [1228, 714, 1401, 729]
